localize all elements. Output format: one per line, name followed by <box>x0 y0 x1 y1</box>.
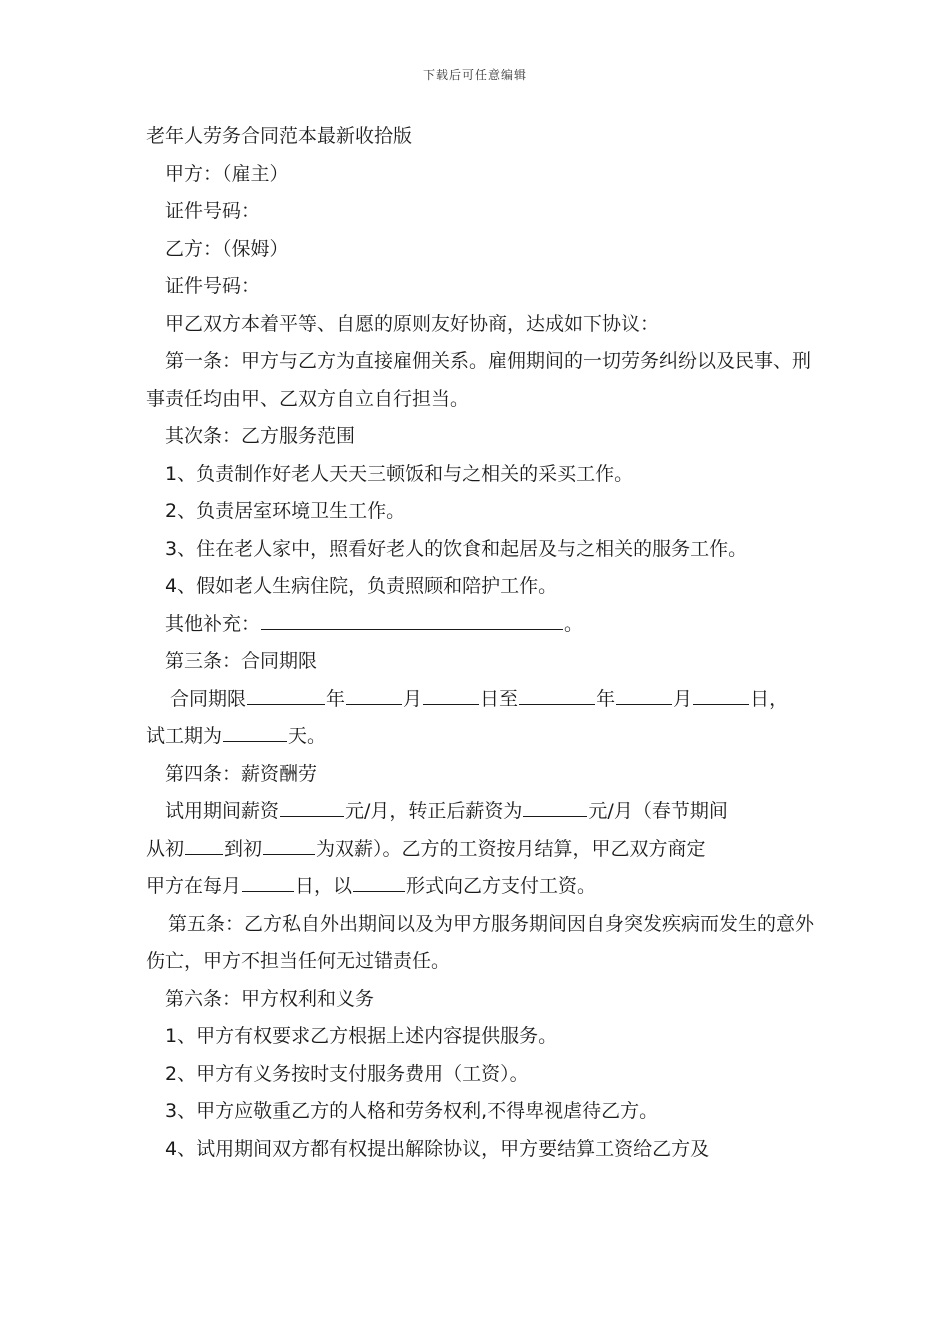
article-6-item: 4、试用期间双方都有权提出解除协议，甲方要结算工资给乙方及 <box>165 1137 710 1160</box>
supplement-end: 。 <box>564 612 584 635</box>
article-4-text: 试用期间薪资 <box>165 800 280 822</box>
festival-start-blank <box>185 832 223 855</box>
article-4-line-3 <box>146 868 816 906</box>
party-a-line: 甲方：（雇主） <box>165 162 289 185</box>
article-6-item: 1、甲方有权要求乙方根据上述内容提供服务。 <box>165 1025 558 1047</box>
article-4-text: 日，以 <box>295 875 353 897</box>
supplement-line <box>146 606 816 644</box>
document-body <box>146 118 816 1168</box>
id-number-a-line: 证件号码： <box>165 200 261 222</box>
article-3-text: 月 <box>403 687 423 710</box>
salary-blank <box>523 794 587 817</box>
document-title: 老年人劳务合同范本最新收拾版 <box>146 125 413 147</box>
trial-days-blank <box>223 719 287 742</box>
article-1-paragraph: 第一条：甲方与乙方为直接雇佣关系。雇佣期间的一切劳务纠纷以及民事、刑事责任均由甲、乙双方自立自行担当。 <box>146 350 812 410</box>
article-4-line-1 <box>146 793 816 831</box>
article-4-text: 为双薪）。乙方的工资按月结算，甲乙双方商定 <box>316 837 706 860</box>
article-4-text: 元/月，转正后薪资为 <box>345 800 523 822</box>
article-4-text: 甲方在每月 <box>146 875 242 897</box>
article-6-title: 第六条：甲方权利和义务 <box>165 987 375 1010</box>
article-2-item: 1、负责制作好老人天天三顿饭和与之相关的采买工作。 <box>165 462 634 485</box>
article-3-text: 年 <box>326 687 346 710</box>
article-3-text: 试工期为 <box>146 725 223 747</box>
article-2-item: 2、负责居室环境卫生工作。 <box>165 500 406 522</box>
article-6-item: 2、甲方有义务按时支付服务费用（工资）。 <box>165 1062 529 1085</box>
day-blank <box>693 682 749 705</box>
article-3-text: 日， <box>750 687 789 710</box>
article-2-title: 其次条：乙方服务范围 <box>165 425 356 447</box>
article-3-line-1 <box>146 681 816 719</box>
intro-paragraph: 甲乙双方本着平等、自愿的原则友好协商，达成如下协议： <box>165 312 660 335</box>
supplement-blank <box>261 607 563 630</box>
article-3-text: 合同期限 <box>170 687 247 710</box>
article-4-line-2 <box>146 831 816 869</box>
pay-method-blank <box>353 869 405 892</box>
article-4-text: 元/月（春节期间 <box>588 800 728 822</box>
article-3-title: 第三条：合同期限 <box>165 650 318 672</box>
id-number-b-line: 证件号码： <box>165 275 261 297</box>
article-3-text: 日至 <box>480 687 519 710</box>
month-blank <box>346 682 402 705</box>
article-2-item: 3、住在老人家中，照看好老人的饮食和起居及与之相关的服务工作。 <box>165 537 748 560</box>
article-3-text: 年 <box>596 687 616 710</box>
article-4-title: 第四条：薪资酬劳 <box>165 762 318 785</box>
festival-end-blank <box>263 832 315 855</box>
article-6-item: 3、甲方应敬重乙方的人格和劳务权利,不得卑视虐待乙方。 <box>165 1100 659 1122</box>
year-blank <box>519 682 595 705</box>
article-4-text: 从初 <box>146 837 185 860</box>
article-4-text: 形式向乙方支付工资。 <box>406 875 597 897</box>
article-3-text: 月 <box>673 687 693 710</box>
article-3-line-2 <box>146 718 816 756</box>
supplement-label: 其他补充： <box>165 612 261 635</box>
article-5-paragraph: 第五条：乙方私自外出期间以及为甲方服务期间因自身突发疾病而发生的意外伤亡，甲方不担当任何无过错责任。 <box>146 912 815 972</box>
page-header: 下载后可任意编辑 <box>422 68 527 82</box>
article-3-text: 天。 <box>288 725 327 747</box>
trial-salary-blank <box>280 794 344 817</box>
article-2-item: 4、假如老人生病住院，负责照顾和陪护工作。 <box>165 575 558 597</box>
year-blank <box>247 682 325 705</box>
pay-day-blank <box>242 869 294 892</box>
article-4-text: 到初 <box>224 837 263 860</box>
day-blank <box>423 682 479 705</box>
party-b-line: 乙方：（保姆） <box>165 237 289 260</box>
month-blank <box>616 682 672 705</box>
